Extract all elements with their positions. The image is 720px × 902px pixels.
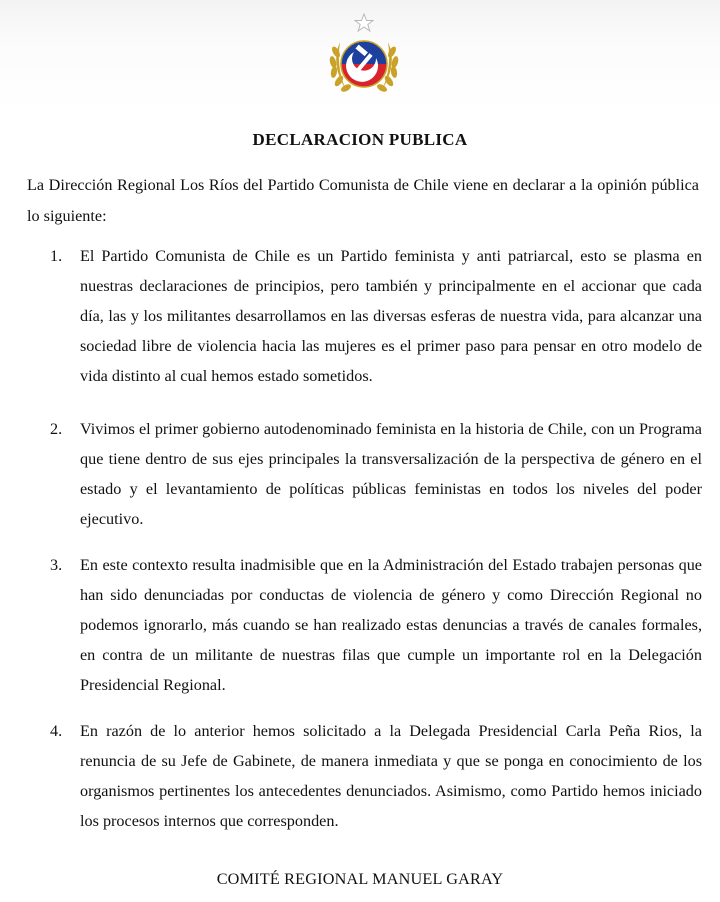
list-item-text: Vivimos el primer gobierno autodenominado feminista en la historia de Chile, con un Programa que tiene dentro de sus ejes principales la transversalización de la perspectiva de género en el estado y el levantamiento de políticas públicas feministas en todos los niveles del poder ejecutivo.: [80, 420, 702, 528]
list-item-text: En razón de lo anterior hemos solicitado a la Delegada Presidencial Carla Peña Rios, la renuncia de su Jefe de Gabinete, de manera inmediata y que se ponga en conocimiento de los organismos pertinentes los antecedentes denunciados. Asimismo, como Partido hemos iniciado los procesos internos que corresponden.: [80, 722, 702, 830]
list-item-number: 2.: [50, 420, 63, 438]
signature: COMITÉ REGIONAL MANUEL GARAY: [216, 870, 504, 888]
list-item-text: En este contexto resulta inadmisible que en la Administración del Estado trabajen personas que han sido denunciadas por conductas de violencia de género y como Dirección Regional no podemos ignorarlo, más cuando se han realizado estas denuncias a través de canales formales, en contra de un militante de nuestras filas que cumple un importante rol en la Delegación Presidencial Regional.: [80, 556, 702, 694]
list-item-number: 3.: [50, 556, 63, 574]
list-item-number: 1.: [50, 247, 63, 265]
star-icon: [355, 14, 373, 31]
party-emblem-icon: [318, 12, 410, 104]
list-item-number: 4.: [50, 722, 63, 740]
intro-paragraph: La Dirección Regional Los Ríos del Partido Comunista de Chile viene en declarar a la opinión pública lo siguiente:: [27, 176, 699, 225]
page-title: DECLARACION PUBLICA: [252, 130, 468, 149]
list-item-text: El Partido Comunista de Chile es un Partido feminista y anti patriarcal, esto se plasma en nuestras declaraciones de principios, pero también y principalmente en el accionar que cada día, las y los militantes desarrollamos en las diversas esferas de nuestra vida, para alcanzar una sociedad libre de violencia hacia las mujeres es el primer paso para pensar en otro modelo de vida distinto al cual hemos estado sometidos.: [80, 247, 702, 385]
